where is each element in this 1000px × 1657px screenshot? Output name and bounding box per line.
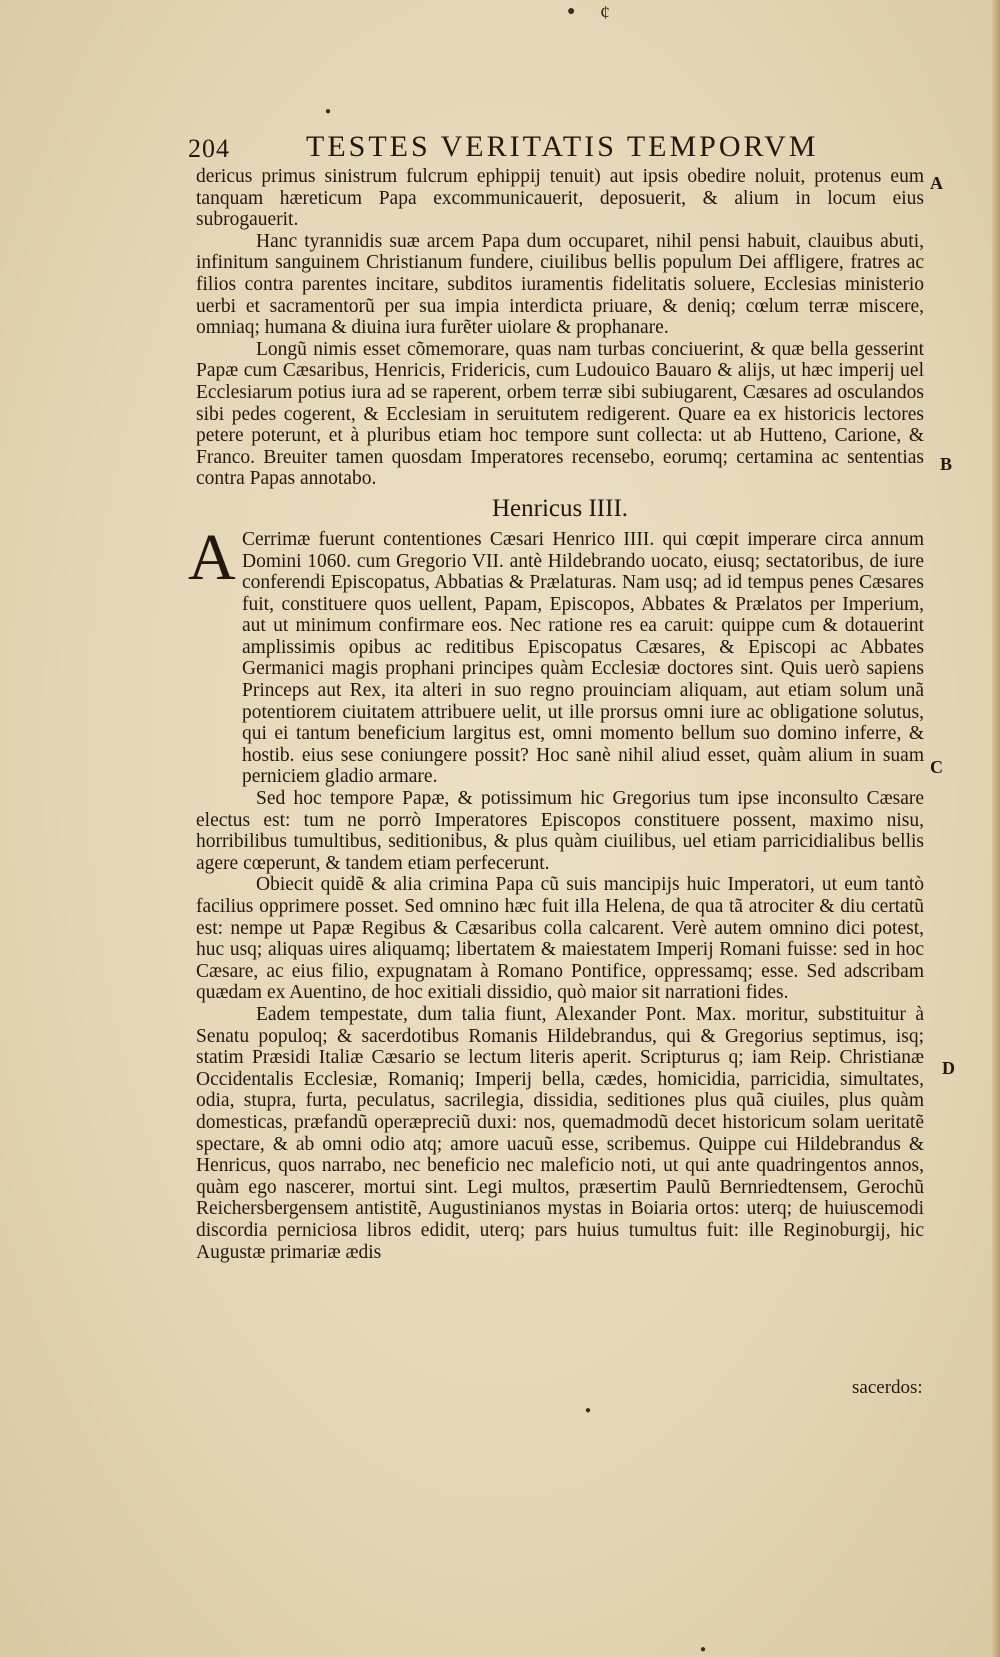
page-number: 204 [188, 134, 230, 163]
section-heading: Henricus IIII. [491, 494, 629, 522]
running-title: TESTES VERITATIS TEMPORVM [306, 130, 819, 163]
paragraph: Sed hoc tempore Papæ, & potissimum hic Gregorius tum ipse inconsulto Cæsare electus est: tum ne porrò Imperatores Episcopos constituere possent, maximo nisu, horribilibus tumultibus, seditionibus, & plus quàm ciuilibus, uel etiam parricidialibus bellis agere cœperunt, & tandem etiam perfecerunt. [196, 788, 924, 874]
ink-speck: ● [325, 106, 332, 117]
page-header [188, 128, 888, 168]
paragraph-with-initial [188, 520, 924, 788]
page-edge [992, 0, 1000, 1657]
ink-speck: ● [700, 1644, 707, 1655]
main-text [188, 166, 924, 1263]
ink-speck: ● [585, 1405, 592, 1416]
ink-speck: ● [567, 4, 576, 19]
paragraph: Eadem tempestate, dum talia fiunt, Alexander Pont. Max. moritur, substituitur à Senatu populoq; & sacerdotibus Romanis Hildebrandus, qui & Gregorius septimus, isq; statim Præsidi Italiæ Cæsario se lectum literis aperit. Scripturus q; iam Reip. Christianæ Occidentalis Ecclesiæ, Romaniq; Imperij bella, cædes, homicidia, parricidia, simultates, odia, stupra, furta, peculatus, sacrilegia, dissidia, seditiones plus quã ciuiles, plus quàm domesticas, præfandũ operæpreciũ duxi: nos, quemadmodũ decet historicum solam ueritatẽ spectare, & ab omni odio atq; amore uacuũ esse, scribemus. Quippe cui Hildebrandus & Henricus, quos narrabo, nec beneficio nec maleficio noti, ut qui ante quadringentos annos, quàm ego nascerer, mortui sint. Legi multos, præsertim Paulũ Bernriedtensem, Gerochũ Reichersbergensem antistitẽ, Augustinianos mystas in Boiaria ortos: uterq; de huiuscemodi discordia perniciosa libros edidit, uterq; pars huius tumultus fuit: ille Reginoburgij, hic Augustæ primariæ ædis [196, 1003, 924, 1263]
margin-letter-c: C [930, 757, 943, 777]
paragraph: Hanc tyrannidis suæ arcem Papa dum occuparet, nihil pensi habuit, clauibus abuti, infinitum sanguinem Christianum fundere, ciuilibus bellis populum Dei affligere, fratres ac filios contra parentes incitare, subditos iuramentis fidelitatis soluere, Ecclesias ministerio uerbi et sacramentorũ per sua impia interdicta priuare, & deniq; cœlum terræ miscere, omniaq; humana & diuina iura furẽter uiolare & prophanare. [196, 230, 924, 339]
paragraph: Longũ nimis esset cõmemorare, quas nam turbas conciuerint, & quæ bella gesserint Papæ cum Cæsaribus, Henricis, Fridericis, cum Ludouico Bauaro & alijs, ut hæc imperij uel Ecclesiarum potius iura ad se raperent, orbem terræ sibi subiugarent, Cæsares ad osculandos sibi pedes cogerent, & Ecclesiam in seruitutem redigerent. Quare ea ex historicis lectores petere poterunt, et à pluribus etiam hoc tempore sunt collecta: ut ab Hutteno, Carione, & Franco. Breuiter tamen quosdam Imperatores recensebo, eorumq; certamina ac sententias contra Papas annotabo. [196, 338, 924, 490]
paragraph: Obiecit quidẽ & alia crimina Papa cũ suis mancipijs huic Imperatori, ut eum tantò facilius opprimere posset. Sed omnino hæc fuit illa Helena, de qua tã atrociter & diu certatũ est: nempe ut Papæ Regibus & Cæsaribus colla calcarent. Verè autem omnino dici potest, huc usq; aliquas uires aliquamq; libertatem & maiestatem Imperij Romani fuisse: sed in hoc Cæsare, ac eius filio, expugnatam à Romano Pontifice, oppressamq; esse. Sed adscribam quædam ex Auentino, de hoc exitiali dissidio, quò maior sit narrationi fides. [196, 874, 924, 1004]
paragraph: dericus primus sinistrum fulcrum ephippij tenuit) aut ipsis obedire noluit, protenus eum tanquam hæreticum Papa excommunicauerit, deposuerit, & alium in locum eius subrogauerit. [196, 166, 924, 231]
margin-letter-a: A [930, 173, 943, 193]
margin-letter-d: D [942, 1058, 955, 1078]
drop-cap: A [188, 520, 236, 594]
ink-speck: ¢ [600, 2, 610, 24]
margin-letter-b: B [940, 454, 953, 474]
catchword: sacerdos: [852, 1377, 923, 1398]
paragraph-text: Cerrimæ fuerunt contentiones Cæsari Henrico IIII. qui cœpit imperare circa annum Domini 1060. cum Gregorio VII. antè Hildebrando uocato, eiusq; sectatoribus, de iure conferendi Episcopatus, Abbatias & Prælaturas. Nam usq; ad id tempus penes Cæsares fuit, constituere quos uellent, Papam, Episcopos, Abbates & Prælatos per Imperium, aut ut minimum confirmare eos. Nec ratione res ea caruit: quippe cum & dotauerint amplissimis opibus ac reditibus Episcopatus Cæsares, & Episcopi ac Abbates Germanici magis prophani principes quàm Ecclesiæ doctores sint. Quis uerò sapiens Princeps aut Rex, ita alteri in suo regno prouinciam aliquam, aut etiam solum unã potentiorem ciuitatem attribuere uelit, ut ille prorsus omni iure ac obligatione solutus, qui ei tantum beneficium largitus est, omni momento bellum suo domino inferre, & hostib. eius sese coniungere possit? Hoc sanè nihil aliud esset, quàm alium in suam perniciem gladio armare. [242, 528, 924, 788]
